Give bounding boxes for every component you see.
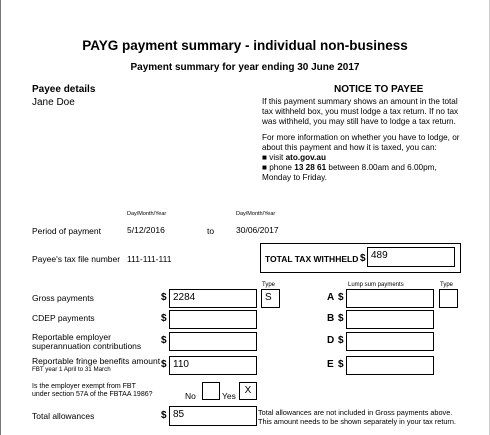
notice-phone-suffix: between 8.00am and 6.00pm, xyxy=(326,163,437,172)
lump-sum-a-type-field[interactable] xyxy=(439,289,458,308)
gross-payments-type-field[interactable]: S xyxy=(261,289,280,308)
notice-heading: NOTICE TO PAYEE xyxy=(334,84,424,95)
payee-name: Jane Doe xyxy=(32,97,75,108)
tax-file-value: 111-111-111 xyxy=(127,254,172,264)
date-format-hint: Day/Month/Year xyxy=(236,211,276,217)
lump-sum-b-label: B xyxy=(327,313,335,324)
super-field[interactable] xyxy=(169,332,257,351)
ato-website-link[interactable]: ato.gov.au xyxy=(285,153,326,162)
fbt-exempt-no-label: No xyxy=(185,391,196,401)
lump-sum-header: Lump sum payments xyxy=(348,282,404,288)
notice-line: was withheld, you may still have to lodge a tax return. xyxy=(262,117,456,126)
notice-more-line: about this payment and how it is taxed, you can: xyxy=(262,143,437,152)
lump-sum-d-currency: $ xyxy=(338,335,344,346)
notice-visit-line xyxy=(262,153,326,162)
tax-file-label: Payee's tax file number xyxy=(32,254,121,264)
fringe-benefits-sublabel: FBT year 1 April to 31 March xyxy=(32,366,111,373)
gross-payments-currency: $ xyxy=(161,292,167,303)
notice-phone-line-2: Monday to Friday. xyxy=(262,173,327,182)
super-currency: $ xyxy=(161,335,167,346)
total-allowances-field[interactable]: 85 xyxy=(169,406,257,426)
fbt-exempt-yes-label: Yes xyxy=(222,391,236,401)
total-tax-label: TOTAL TAX WITHHELD xyxy=(265,254,359,264)
lump-sum-a-label: A xyxy=(327,292,335,303)
lump-sum-e-field[interactable] xyxy=(346,356,434,375)
lump-sum-b-field[interactable] xyxy=(346,310,434,329)
period-to-word: to xyxy=(207,226,215,236)
notice-line: tax withheld box, you must lodge a tax return. If no tax xyxy=(262,107,459,116)
notice-line: If this payment summary shows an amount in the total xyxy=(262,97,458,106)
total-allowances-note-line-1: Total allowances are not included in Gross payments above. xyxy=(258,408,453,417)
fbt-exempt-no-checkbox[interactable] xyxy=(202,382,220,400)
lump-sum-a-field[interactable] xyxy=(346,289,434,308)
cdep-payments-label: CDEP payments xyxy=(32,313,95,323)
lump-sum-e-currency: $ xyxy=(338,359,344,370)
lump-sum-a-currency: $ xyxy=(338,292,344,303)
lump-sum-d-field[interactable] xyxy=(346,332,434,351)
total-tax-field[interactable]: 489 xyxy=(367,247,455,267)
total-allowances-label: Total allowances xyxy=(32,411,95,421)
payee-heading: Payee details xyxy=(32,84,96,95)
lump-sum-e-label: E xyxy=(327,359,334,370)
period-from-value: 5/12/2016 xyxy=(127,225,165,235)
form-title: PAYG payment summary - individual non-business xyxy=(82,38,408,53)
total-allowances-note-line-2: This amount needs to be shown separately in your tax return. xyxy=(258,417,456,426)
gross-payments-label: Gross payments xyxy=(32,293,94,303)
lump-sum-d-label: D xyxy=(327,335,335,346)
lump-sum-b-currency: $ xyxy=(338,313,344,324)
total-allowances-currency: $ xyxy=(161,410,167,421)
fbt-exempt-question-line-2: under section 57A of the FBTAA 1986? xyxy=(32,391,153,398)
cdep-payments-field[interactable] xyxy=(169,310,257,329)
form-subtitle: Payment summary for year ending 30 June 2017 xyxy=(130,62,360,73)
fringe-benefits-field[interactable]: 110 xyxy=(169,356,257,375)
notice-more-line: For more information on whether you have to lodge, or xyxy=(262,133,460,142)
fbt-exempt-question-line-1: Is the employer exempt from FBT xyxy=(32,383,136,390)
fringe-benefits-label: Reportable fringe benefits amount xyxy=(32,356,161,366)
gross-payments-field[interactable]: 2284 xyxy=(169,289,257,308)
notice-phone-line xyxy=(262,163,437,172)
gross-type-header: Type xyxy=(262,282,276,288)
super-label-line-1: Reportable employer xyxy=(32,332,111,342)
super-label-line-2: superannuation contributions xyxy=(32,341,142,351)
date-format-hint: Day/Month/Year xyxy=(127,211,167,217)
cdep-payments-currency: $ xyxy=(161,313,167,324)
notice-visit-prefix: ■ visit xyxy=(262,153,286,162)
fbt-exempt-yes-checkbox[interactable]: X xyxy=(239,382,257,400)
fringe-benefits-currency: $ xyxy=(161,359,167,370)
notice-phone-prefix: ■ phone xyxy=(262,163,295,172)
period-to-value: 30/06/2017 xyxy=(236,225,279,235)
lump-type-header: Type xyxy=(440,282,454,288)
notice-phone-number: 13 28 61 xyxy=(294,163,327,172)
period-label: Period of payment xyxy=(32,226,101,236)
total-tax-currency: $ xyxy=(360,253,366,264)
